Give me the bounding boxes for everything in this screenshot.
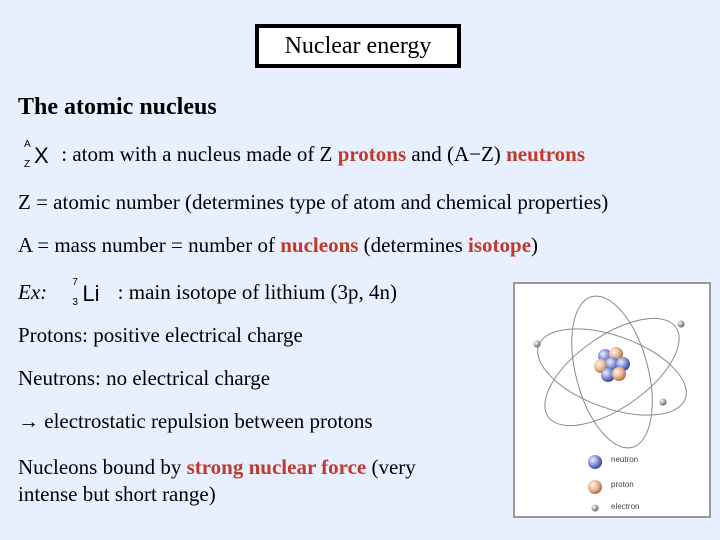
line-strong-force: [18, 455, 416, 480]
lithium-mass-number: 7: [72, 277, 78, 289]
nucleons-term: nucleons: [280, 233, 359, 257]
nuclide-notation-lithium: [68, 277, 112, 309]
mass-number-text: A = mass number = number of: [18, 233, 281, 257]
example-label: Ex:: [18, 280, 48, 304]
line-repulsion: → electrostatic repulsion between protons: [18, 409, 373, 433]
section-heading: The atomic nucleus: [18, 94, 217, 120]
atomic-number: Z: [24, 159, 31, 171]
very-text: (very: [366, 455, 416, 479]
atom-diagram: [513, 282, 711, 518]
notation-desc: : atom with a nucleus made of Z: [61, 142, 338, 166]
line-range: intense but short range): [18, 482, 216, 506]
determines-text: (determines: [358, 233, 469, 257]
line-atomic-number: Z = atomic number (determines type of atom and chemical properties): [18, 190, 609, 214]
example-text: : main isotope of lithium (3p, 4n): [117, 280, 398, 304]
legend-neutron: neutron: [611, 455, 639, 464]
line-mass-number: [18, 233, 538, 258]
nucleus-icon: [594, 347, 630, 382]
line-example: [18, 277, 398, 309]
nucleons-bound-text: Nucleons bound by: [18, 455, 187, 479]
lithium-atomic-number: 3: [72, 297, 78, 309]
legend-electron: electron: [611, 502, 640, 511]
nuclide-notation-general: [18, 139, 56, 171]
and-text: and (A−Z): [406, 142, 507, 166]
legend-icons: [588, 455, 602, 512]
page-title: Nuclear energy: [255, 24, 461, 68]
element-symbol: X: [34, 143, 49, 169]
close-paren: ): [531, 233, 539, 257]
line-neutrons: Neutrons: no electrical charge: [18, 366, 271, 390]
legend-proton: proton: [611, 480, 634, 489]
neutrons-term: neutrons: [506, 142, 586, 166]
line-protons: Protons: positive electrical charge: [18, 323, 303, 347]
line-notation: [18, 139, 586, 171]
isotope-term: isotope: [468, 233, 532, 257]
strong-force-term: strong nuclear force: [186, 455, 367, 479]
lithium-symbol: Li: [82, 281, 100, 307]
mass-number: A: [24, 139, 31, 151]
protons-term: protons: [337, 142, 407, 166]
